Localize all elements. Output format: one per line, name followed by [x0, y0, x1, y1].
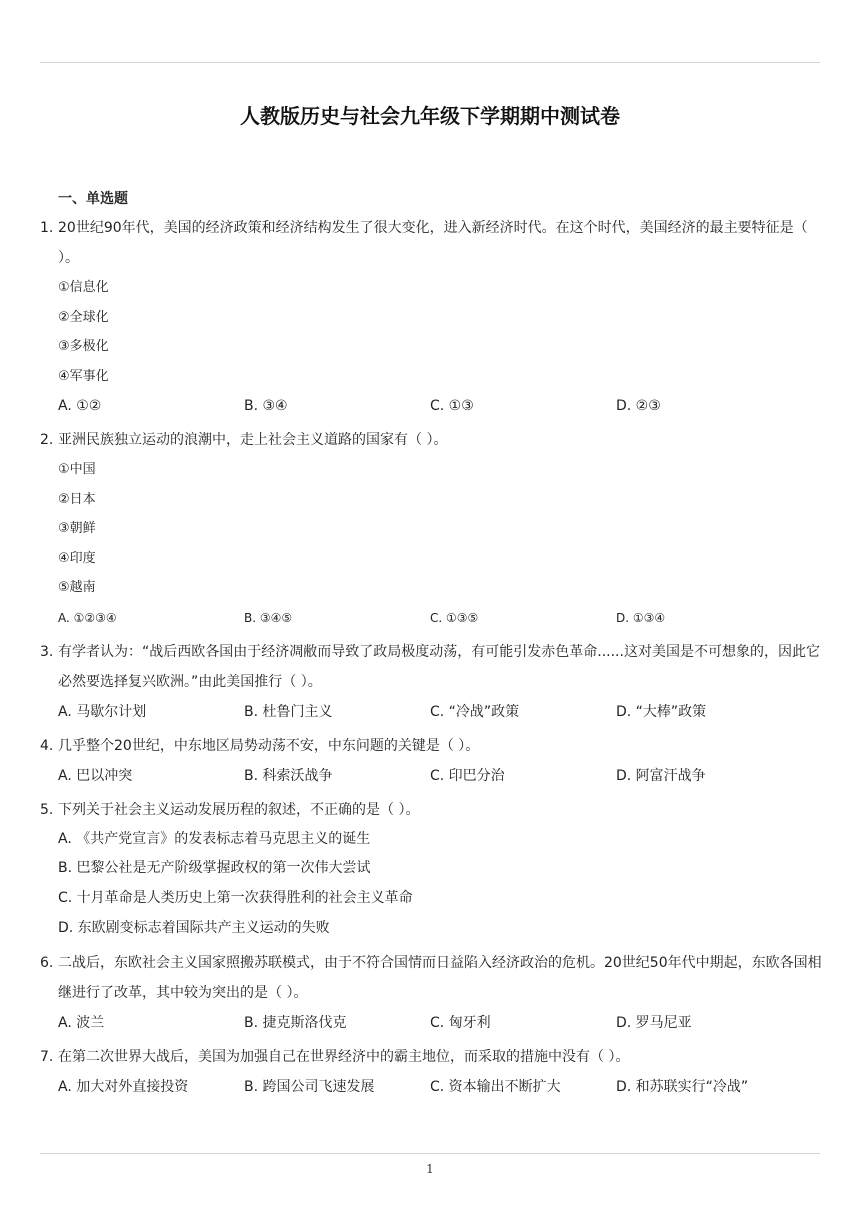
choice-item: ①中国	[58, 462, 96, 477]
option-b[interactable]: B. ③④	[244, 398, 288, 414]
answer-options	[40, 391, 830, 421]
section-heading: 一、单选题	[58, 191, 128, 207]
answer-options	[40, 603, 830, 633]
option-d[interactable]: D. ②③	[616, 398, 661, 414]
choice-item: ⑤越南	[58, 580, 96, 595]
question-number: 1.	[40, 220, 54, 236]
option-b[interactable]: B. 跨国公司飞速发展	[244, 1078, 375, 1095]
option-c[interactable]: C. ①③⑤	[430, 610, 479, 625]
answer-options	[40, 697, 830, 727]
option-c[interactable]: C. ①③	[430, 398, 474, 414]
option-a[interactable]: A. 马歇尔计划	[58, 703, 147, 720]
question-text: 有学者认为：“战后西欧各国由于经济凋敝而导致了政局极度动荡，有可能引发赤色革命......这对美国是不可想象的，因此它必然要选择复兴欧洲。”由此美国推行（ ）。	[58, 643, 820, 690]
question-list	[40, 213, 830, 1106]
question-stem	[40, 1042, 830, 1072]
question-number: 5.	[40, 801, 54, 818]
option-b[interactable]: B. 杜鲁门主义	[244, 703, 333, 720]
question-text: 二战后，东欧社会主义国家照搬苏联模式，由于不符合国情而日益陷入经济政治的危机。20世纪50年代中期起，东欧各国相继进行了改革，其中较为突出的是（ ）。	[58, 954, 822, 1001]
question-text: 20世纪90年代，美国的经济政策和经济结构发生了很大变化，进入新经济时代。在这个时代，美国经济的最主要特征是（ ）。	[58, 220, 808, 266]
question-number: 4.	[40, 737, 54, 754]
answer-options	[40, 825, 830, 944]
question-stem	[40, 795, 830, 825]
option-c[interactable]: C. 十月革命是人类历史上第一次获得胜利的社会主义革命	[58, 890, 413, 907]
option-c[interactable]: C. 匈牙利	[430, 1014, 491, 1031]
question-text: 下列关于社会主义运动发展历程的叙述，不正确的是（ ）。	[58, 801, 420, 818]
question-number: 6.	[40, 954, 54, 971]
choice-item: ④印度	[58, 550, 96, 566]
answer-options	[40, 1008, 830, 1038]
choice-item: ②全球化	[58, 309, 109, 325]
option-a[interactable]: A. 《共产党宣言》的发表标志着马克思主义的诞生	[58, 830, 371, 847]
question-number: 2.	[40, 432, 54, 448]
question-2	[40, 425, 830, 633]
choice-item: ④军事化	[58, 368, 109, 384]
question-stem	[40, 637, 830, 697]
option-d[interactable]: D. 和苏联实行“冷战”	[616, 1078, 749, 1095]
option-a[interactable]: A. 加大对外直接投资	[58, 1078, 189, 1095]
footer-rule	[40, 1153, 820, 1154]
option-c[interactable]: C. 印巴分治	[430, 767, 505, 784]
page-number: 1	[426, 1162, 434, 1176]
answer-options	[40, 1072, 830, 1102]
question-4	[40, 731, 830, 791]
option-a[interactable]: A. ①②	[58, 398, 102, 414]
option-d[interactable]: D. 东欧剧变标志着国际共产主义运动的失败	[58, 919, 330, 936]
choice-item: ②日本	[58, 491, 96, 507]
question-text: 在第二次世界大战后，美国为加强自己在世界经济中的霸主地位，而采取的措施中没有（ ）。	[58, 1048, 630, 1065]
choice-item: ③朝鲜	[58, 521, 96, 536]
answer-options	[40, 761, 830, 791]
option-a[interactable]: A. 巴以冲突	[58, 767, 133, 784]
option-b[interactable]: B. 科索沃战争	[244, 767, 333, 784]
question-number: 7.	[40, 1048, 54, 1065]
option-b[interactable]: B. 捷克斯洛伐克	[244, 1014, 347, 1031]
option-d[interactable]: D. ①③④	[616, 610, 666, 625]
question-1	[40, 213, 830, 421]
question-stem	[40, 948, 830, 1008]
option-b[interactable]: B. 巴黎公社是无产阶级掌握政权的第一次伟大尝试	[58, 860, 371, 877]
option-d[interactable]: D. 阿富汗战争	[616, 767, 706, 784]
question-3	[40, 637, 830, 727]
option-b[interactable]: B. ③④⑤	[244, 610, 293, 625]
page-title: 人教版历史与社会九年级下学期期中测试卷	[240, 104, 620, 128]
question-text: 亚洲民族独立运动的浪潮中，走上社会主义道路的国家有（ ）。	[58, 432, 448, 448]
option-a[interactable]: A. ①②③④	[58, 610, 117, 625]
question-7	[40, 1042, 830, 1102]
question-stem	[40, 425, 830, 455]
option-c[interactable]: C. 资本输出不断扩大	[430, 1078, 561, 1095]
question-stem	[40, 213, 830, 273]
option-d[interactable]: D. “大棒”政策	[616, 703, 707, 720]
choice-item: ③多极化	[58, 339, 109, 354]
option-c[interactable]: C. “冷战”政策	[430, 703, 520, 720]
question-5	[40, 795, 830, 944]
question-number: 3.	[40, 643, 54, 660]
option-a[interactable]: A. 波兰	[58, 1014, 105, 1031]
option-d[interactable]: D. 罗马尼亚	[616, 1014, 692, 1031]
question-6	[40, 948, 830, 1038]
choice-item: ①信息化	[58, 280, 109, 295]
question-stem	[40, 731, 830, 761]
header-rule	[40, 62, 820, 63]
question-text: 几乎整个20世纪，中东地区局势动荡不安，中东问题的关键是（ ）。	[58, 737, 480, 754]
